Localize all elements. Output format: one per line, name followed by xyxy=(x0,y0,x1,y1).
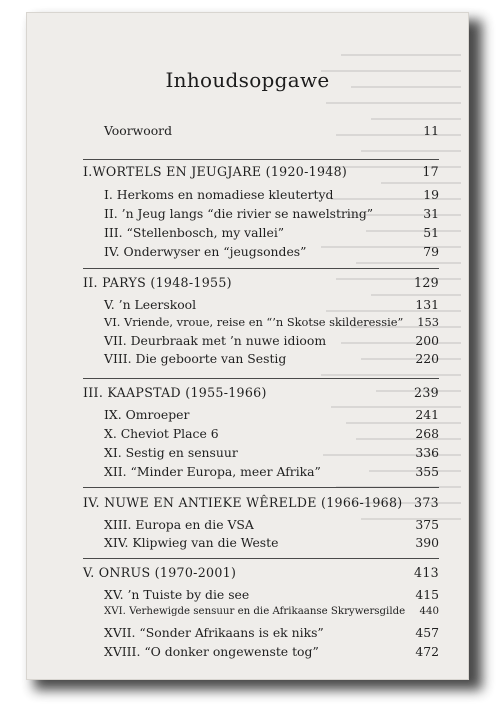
toc-entry-page: 153 xyxy=(417,315,439,329)
toc-entry-page: 390 xyxy=(415,535,439,550)
toc-entry-page: 336 xyxy=(415,445,439,460)
toc-foreword xyxy=(83,123,439,143)
toc-entry-label: VIII. Die geboorte van Sestig xyxy=(104,351,287,366)
toc-entry-label: V. ’n Leerskool xyxy=(104,297,197,312)
toc-entry-label: XV. ’n Tuiste by die see xyxy=(104,587,250,602)
toc-entry-label: XIII. Europa en die VSA xyxy=(104,517,254,532)
toc-part-heading xyxy=(83,385,439,405)
section-divider xyxy=(83,487,439,488)
toc-entry xyxy=(83,225,439,245)
toc-entry-page: 19 xyxy=(423,187,439,202)
toc-entry-label: XII. “Minder Europa, meer Afrika” xyxy=(104,464,321,479)
toc-part-page: 239 xyxy=(414,385,439,400)
toc-part-page: 17 xyxy=(422,164,439,179)
toc-entry xyxy=(83,351,439,371)
toc-entry-page: 241 xyxy=(415,407,439,422)
toc-entry xyxy=(83,244,439,264)
toc-foreword-page: 11 xyxy=(423,123,439,138)
toc-entry-label: IV. Onderwyser en “jeugsondes” xyxy=(104,244,307,259)
toc-part-title: III. KAAPSTAD (1955-1966) xyxy=(83,385,267,400)
section-divider xyxy=(83,268,439,269)
toc-entry-page: 415 xyxy=(415,587,439,602)
toc-entry-page: 375 xyxy=(415,517,439,532)
section-divider xyxy=(83,558,439,559)
toc-entry xyxy=(83,333,439,353)
toc-foreword-label: Voorwoord xyxy=(104,123,173,138)
toc-part-heading xyxy=(83,275,439,295)
toc-entry-page: 131 xyxy=(415,297,439,312)
toc-entry xyxy=(83,625,439,645)
toc-entry xyxy=(83,297,439,317)
toc-entry-label: XVI. Verhewigde sensuur en die Afrikaanse Skrywersgilde xyxy=(104,606,406,617)
toc-entry xyxy=(83,445,439,465)
toc-part-title: IV. NUWE EN ANTIEKE WÊRELDE (1966-1968) xyxy=(83,495,403,510)
toc-entry xyxy=(83,426,439,446)
toc-part-page: 129 xyxy=(414,275,439,290)
book-page xyxy=(26,12,469,680)
section-divider xyxy=(83,378,439,379)
toc-entry-label: XVIII. “O donker ongewenste tog” xyxy=(104,644,319,659)
toc-part-heading xyxy=(83,565,439,585)
toc-entry-page: 355 xyxy=(415,464,439,479)
toc-part-heading xyxy=(83,164,439,184)
toc-entry-page: 200 xyxy=(415,333,439,348)
toc-entry-page: 457 xyxy=(415,625,439,640)
toc-entry-label: XIV. Klipwieg van die Weste xyxy=(104,535,279,550)
toc-entry xyxy=(83,517,439,537)
toc-entry-label: VII. Deurbraak met ’n nuwe idioom xyxy=(104,333,327,348)
toc-entry xyxy=(83,187,439,207)
toc-part-title: V. ONRUS (1970-2001) xyxy=(83,565,237,580)
toc-entry-label: II. ’n Jeug langs “die rivier se nawelstring” xyxy=(104,206,374,221)
section-divider xyxy=(83,159,439,160)
page-title: Inhoudsopgawe xyxy=(165,68,330,92)
toc-entry-label: XI. Sestig en sensuur xyxy=(104,445,238,460)
toc-entry xyxy=(83,644,439,664)
toc-entry xyxy=(83,464,439,484)
toc-entry-label: X. Cheviot Place 6 xyxy=(104,426,219,441)
toc-entry-label: VI. Vriende, vroue, reise en “’n Skotse skilderessie” xyxy=(104,315,404,329)
toc-part-title: I.WORTELS EN JEUGJARE (1920-1948) xyxy=(83,164,348,179)
toc-part-page: 413 xyxy=(414,565,439,580)
toc-entry-page: 440 xyxy=(419,606,439,617)
toc-entry xyxy=(83,206,439,226)
toc-entry-page: 220 xyxy=(415,351,439,366)
toc-entry-page: 472 xyxy=(415,644,439,659)
toc-entry-page: 268 xyxy=(415,426,439,441)
toc-entry xyxy=(83,315,439,335)
toc-part-title: II. PARYS (1948-1955) xyxy=(83,275,232,290)
toc-entry-label: IX. Omroeper xyxy=(104,407,190,422)
toc-entry-page: 79 xyxy=(423,244,439,259)
toc-entry xyxy=(83,587,439,607)
toc-entry-label: I. Herkoms en nomadiese kleutertyd xyxy=(104,187,334,202)
toc-entry-label: III. “Stellenbosch, my vallei” xyxy=(104,225,285,240)
toc-part-page: 373 xyxy=(414,495,439,510)
toc-entry-label: XVII. “Sonder Afrikaans is ek niks” xyxy=(104,625,324,640)
toc-entry xyxy=(83,535,439,555)
toc-entry-page: 51 xyxy=(423,225,439,240)
toc-entry xyxy=(83,606,439,626)
toc-entry-page: 31 xyxy=(423,206,439,221)
toc-entry xyxy=(83,407,439,427)
toc-part-heading xyxy=(83,495,439,515)
